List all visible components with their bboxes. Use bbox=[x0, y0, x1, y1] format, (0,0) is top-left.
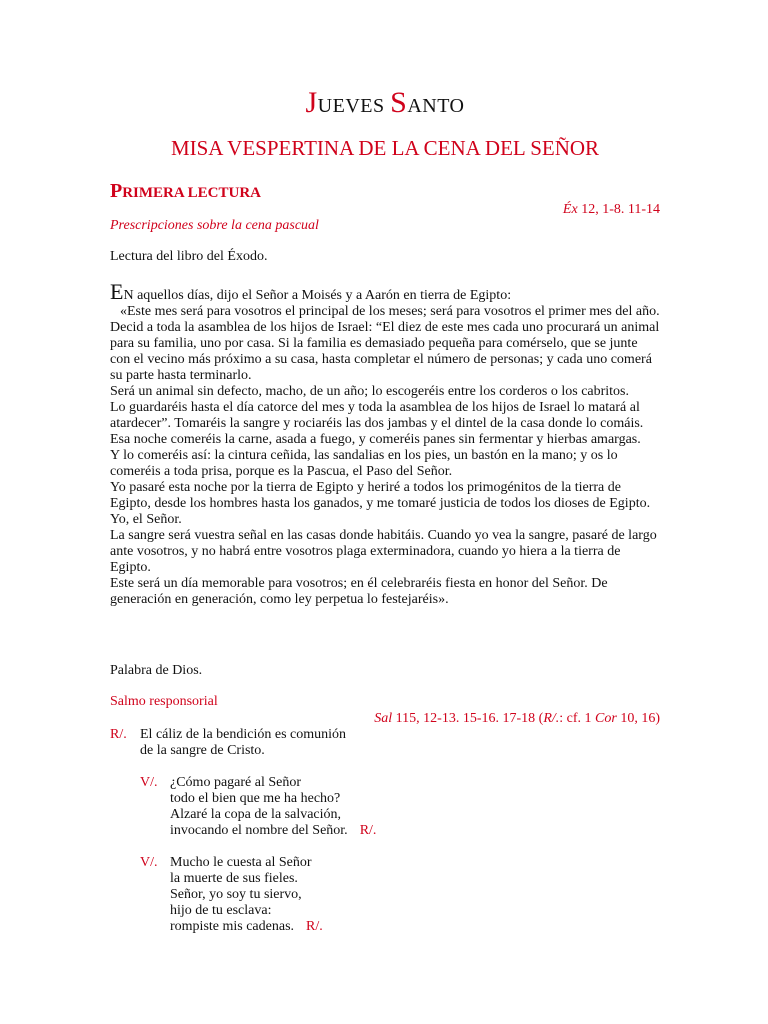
section-initial: P bbox=[110, 180, 123, 202]
verse-line: hijo de tu esclava: bbox=[170, 903, 272, 918]
title-initial-j: J bbox=[305, 86, 318, 119]
response-line: El cáliz de la bendición es comunión bbox=[140, 727, 347, 742]
reading-intro: Lectura del libro del Éxodo. bbox=[110, 249, 268, 264]
response-mark: R/. bbox=[110, 727, 127, 742]
reading-paragraph: Este será un día memorable para vosotros; en él celebraréis fiesta en honor del Señor. De generación en generación, como ley perpetua lo festejaréis». bbox=[110, 576, 608, 607]
reference-book: Éx bbox=[562, 202, 578, 217]
drop-cap: E bbox=[110, 279, 124, 304]
reading-text bbox=[110, 279, 660, 608]
verse-line: Alzaré la copa de la salvación, bbox=[170, 807, 342, 822]
reading-closing: Palabra de Dios. bbox=[110, 663, 203, 678]
page-title bbox=[110, 86, 660, 120]
title-initial-s: S bbox=[390, 86, 408, 119]
psalm-ref-cor: Cor bbox=[595, 711, 617, 726]
verse-line: invocando el nombre del Señor. bbox=[170, 823, 348, 838]
reading-summary: Prescripciones sobre la cena pascual bbox=[110, 218, 319, 233]
psalm-ref-end: 10, 16) bbox=[616, 711, 660, 726]
response-line: de la sangre de Cristo. bbox=[140, 743, 265, 758]
page-subtitle: MISA VESPERTINA DE LA CENA DEL SEÑOR bbox=[170, 136, 600, 160]
psalm-reference bbox=[374, 711, 660, 727]
section-heading bbox=[110, 180, 261, 203]
verse-line: Señor, yo soy tu siervo, bbox=[170, 887, 302, 902]
verse-line: Mucho le cuesta al Señor bbox=[170, 855, 312, 870]
reading-paragraph: Será un animal sin defecto, macho, de un año; lo escogeréis entre los corderos o los cabritos. bbox=[110, 384, 630, 399]
psalm-ref-verses: 115, 12-13. 15-16. 17-18 ( bbox=[392, 711, 544, 726]
reading-paragraph: Y lo comeréis así: la cintura ceñida, las sandalias en los pies, un bastón en la mano; y os lo comeréis a toda prisa, porque es la Pascua, el Paso del Señor. bbox=[110, 448, 618, 479]
psalm-ref-cf: : cf. 1 bbox=[559, 711, 596, 726]
verse-line: rompiste mis cadenas. bbox=[170, 919, 295, 934]
response-mark-inline: R/. bbox=[306, 919, 323, 934]
first-line-text: N aquellos días, dijo el Señor a Moisés y a Aarón en tierra de Egipto: bbox=[123, 288, 512, 303]
reading-paragraph: Lo guardaréis hasta el día catorce del mes y toda la asamblea de los hijos de Israel lo matará al atardecer”. Tomaréis la sangre y rociaréis las dos jambas y el dintel de la casa donde lo comáis. Esa noche comeréis la carne, asada a fuego, y comeréis panes sin fermentar y hierbas amargas. bbox=[110, 400, 644, 447]
reading-paragraph: La sangre será vuestra señal en las casas donde habitáis. Cuando yo vea la sangre, pasaré de largo ante vosotros, y no habrá entre vosotros plaga exterminadora, cuando yo hiera a la tierra de Egipto. bbox=[110, 528, 657, 575]
psalm-verse bbox=[140, 775, 376, 839]
psalm-ref-r: R/. bbox=[543, 711, 560, 726]
psalm-verse bbox=[140, 855, 323, 935]
verse-line: ¿Cómo pagaré al Señor bbox=[170, 775, 302, 790]
reading-reference bbox=[563, 202, 660, 218]
reading-paragraph: Yo pasaré esta noche por la tierra de Egipto y heriré a todos los primogénitos de la tierra de Egipto, desde los hombres hasta los ganados, y me tomaré justicia de todos los dioses de Egipto. Yo, el Señor. bbox=[110, 480, 651, 527]
verse-line: la muerte de sus fieles. bbox=[170, 871, 298, 886]
psalm-ref-book: Sal bbox=[374, 711, 393, 726]
title-word-1: UEVES bbox=[317, 95, 391, 117]
title-word-2: ANTO bbox=[407, 95, 465, 117]
psalm-response bbox=[110, 727, 346, 759]
verse-mark: V/. bbox=[140, 855, 158, 870]
section-rest: RIMERA LECTURA bbox=[122, 185, 261, 201]
reading-paragraph: «Este mes será para vosotros el principal de los meses; será para vosotros el primer mes del año. Decid a toda la asamblea de los hijos de Israel: “El diez de este mes cada uno procurará un animal para su familia, uno por casa. Si la familia es demasiado pequeña para comérselo, que se junte con el vecino más próximo a su casa, hasta completar el número de personas; y cada uno comerá su parte hasta terminarlo. bbox=[110, 304, 660, 383]
reading-first-line bbox=[110, 279, 660, 304]
verse-line: todo el bien que me ha hecho? bbox=[170, 791, 341, 806]
psalm-title: Salmo responsorial bbox=[110, 694, 218, 709]
response-mark-inline: R/. bbox=[359, 823, 377, 838]
reference-verses: 12, 1-8. 11-14 bbox=[577, 202, 660, 217]
verse-mark: V/. bbox=[140, 775, 158, 790]
